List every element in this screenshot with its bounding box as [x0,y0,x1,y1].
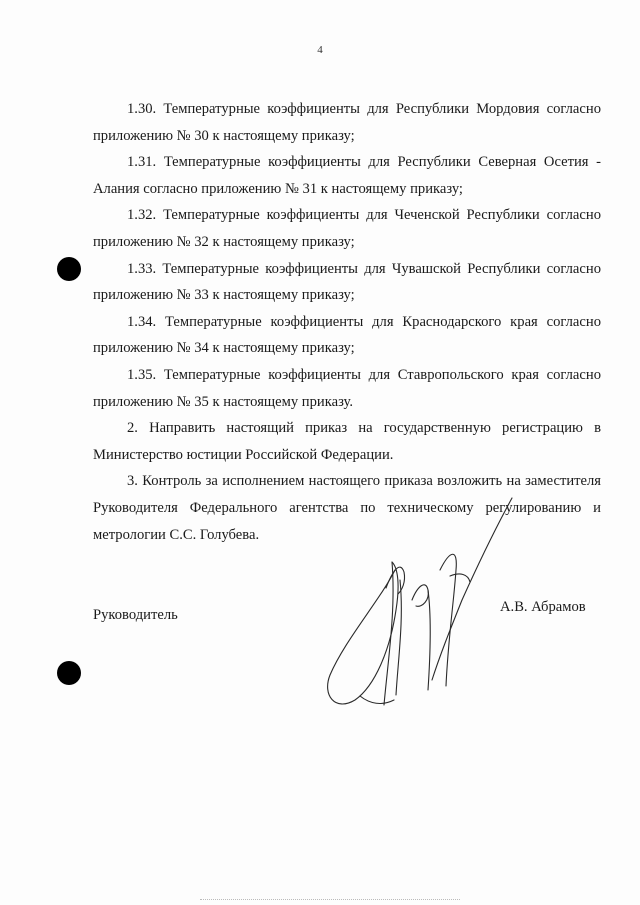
paragraph-1-33: 1.33. Температурные коэффициенты для Чувашской Республики согласно приложению № 33 к настоящему приказу; [93,260,601,304]
scan-artifact-line [200,899,460,901]
signatory-name: А.В. Абрамов [500,599,586,615]
paragraph-3: 3. Контроль за исполнением настоящего приказа возложить на заместителя Руководителя Федерального агентства по техническому регулированию и метрологии С.С. Голубева. [93,473,601,543]
punch-hole-top [57,257,81,281]
document-body [93,96,601,548]
paragraph-2: 2. Направить настоящий приказ на государственную регистрацию в Министерство юстиции Российской Федерации. [93,420,601,463]
paragraph-1-35: 1.35. Температурные коэффициенты для Ставропольского края согласно приложению № 35 к настоящему приказу. [93,366,601,410]
paragraph-1-31: 1.31. Температурные коэффициенты для Республики Северная Осетия - Алания согласно приложению № 31 к настоящему приказу; [93,154,601,197]
paragraph-1-32: 1.32. Температурные коэффициенты для Чеченской Республики согласно приложению № 32 к настоящему приказу; [93,207,601,250]
signatory-title: Руководитель [93,607,178,623]
punch-hole-bottom [57,661,81,685]
paragraph-1-30: 1.30. Температурные коэффициенты для Республики Мордовия согласно приложению № 30 к настоящему приказу; [93,101,601,144]
paragraph-1-34: 1.34. Температурные коэффициенты для Краснодарского края согласно приложению № 34 к настоящему приказу; [93,313,601,357]
handwritten-signature [300,490,540,720]
page-number: 4 [317,44,323,56]
